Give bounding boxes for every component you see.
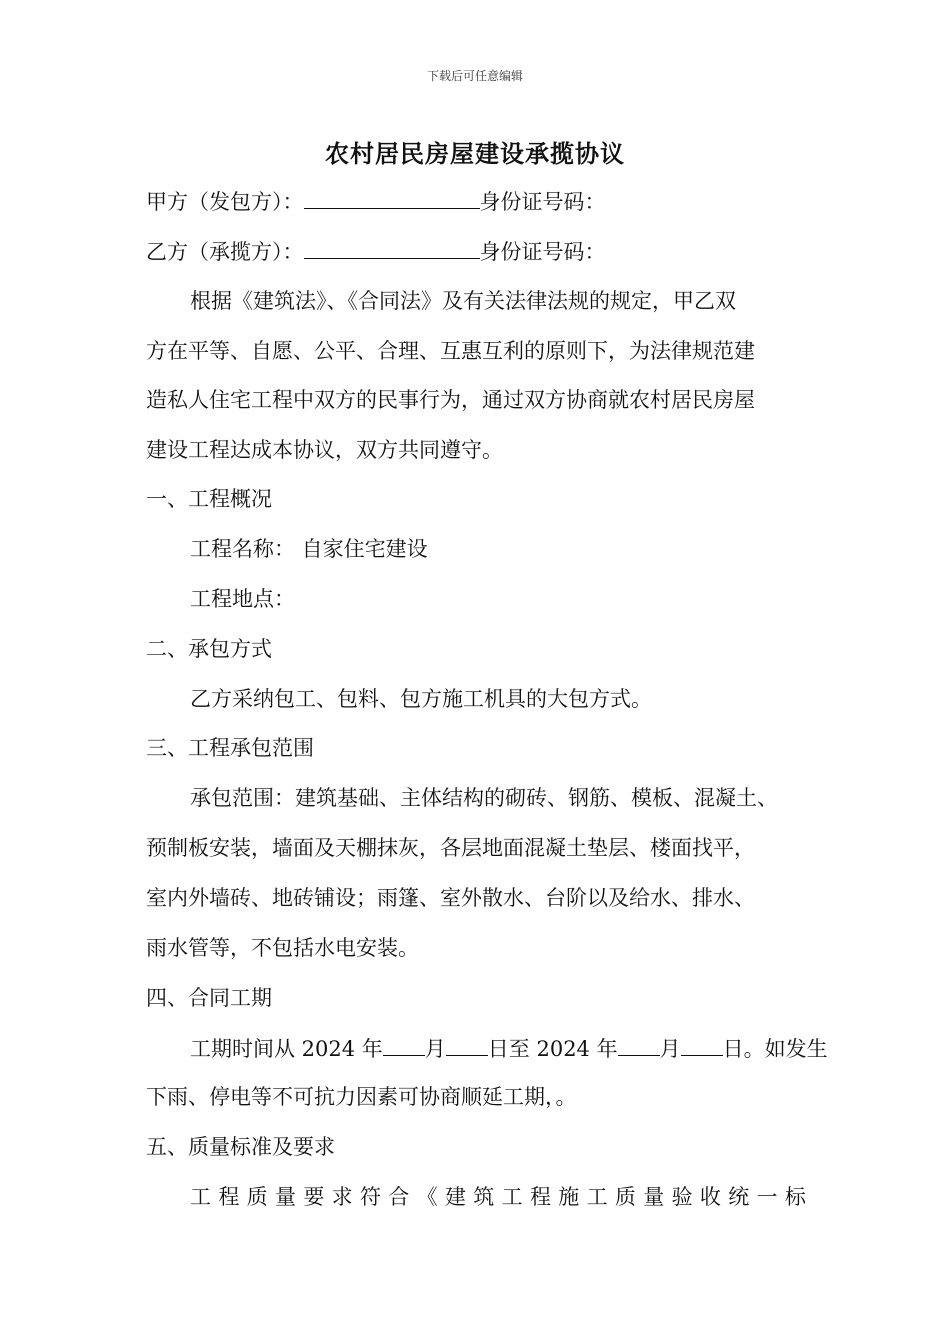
- schedule-line-2: 下雨、停电等不可抗力因素可协商顺延工期，。: [146, 1085, 577, 1109]
- quality-char: 标: [784, 1185, 806, 1209]
- schedule-end-year: 日至 2024 年: [487, 1037, 618, 1061]
- header-note: 下载后可任意编辑: [426, 69, 523, 83]
- schedule-line-1: [190, 1033, 828, 1064]
- project-name-line: 工程名称： 自家住宅建设: [190, 537, 428, 561]
- quality-char: 验: [671, 1185, 693, 1209]
- intro-line-2: 方在平等、自愿、公平、合理、互惠互利的原则下，为法律规范建: [146, 339, 755, 363]
- intro-line-3: 造私人住宅工程中双方的民事行为，通过双方协商就农村居民房屋: [146, 388, 755, 412]
- document-title: 农村居民房屋建设承揽协议: [325, 140, 625, 168]
- section-3-heading: 三、工程承包范围: [146, 736, 314, 760]
- party-a-id-label: 身份证号码：: [479, 190, 606, 214]
- section-4-heading: 四、合同工期: [146, 986, 272, 1010]
- party-b-name-blank[interactable]: [304, 236, 480, 259]
- quality-char: 量: [643, 1185, 665, 1209]
- intro-line-4: 建设工程达成本协议，双方共同遵守。: [146, 438, 503, 462]
- party-a-line: [146, 186, 606, 217]
- party-b-label: 乙方（承揽方）：: [146, 240, 304, 264]
- quality-char: 求: [331, 1185, 353, 1209]
- end-day-blank[interactable]: [681, 1033, 723, 1056]
- quality-char: 工: [190, 1185, 211, 1209]
- quality-char: 量: [274, 1185, 296, 1209]
- quality-char: 工: [501, 1185, 523, 1209]
- scope-line-1: 承包范围：建筑基础、主体结构的砌砖、钢筋、模板、混凝土、: [190, 786, 778, 810]
- quality-line-1: [190, 1182, 806, 1212]
- scope-line-4: 雨水管等，不包括水电安装。: [146, 936, 419, 960]
- quality-char: 施: [558, 1185, 580, 1209]
- start-month-blank[interactable]: [383, 1033, 425, 1056]
- quality-char: 一: [756, 1185, 778, 1209]
- quality-char: 收: [699, 1185, 721, 1209]
- quality-char: 合: [388, 1185, 410, 1209]
- quality-char: 程: [218, 1185, 240, 1209]
- party-a-label: 甲方（发包方）：: [146, 190, 304, 214]
- quality-char: 符: [359, 1185, 381, 1209]
- start-day-blank[interactable]: [446, 1033, 488, 1056]
- schedule-start-year: 工期时间从 2024 年: [190, 1037, 383, 1061]
- section-5-heading: 五、质量标准及要求: [146, 1135, 335, 1159]
- party-a-name-blank[interactable]: [304, 186, 480, 209]
- intro-line-1: 根据《建筑法》、《合同法》及有关法律法规的规定，甲乙双: [190, 289, 736, 313]
- quality-char: 程: [529, 1185, 551, 1209]
- scope-line-2: 预制板安装，墙面及天棚抹灰，各层地面混凝土垫层、楼面找平，: [146, 836, 755, 860]
- end-month-blank[interactable]: [618, 1033, 660, 1056]
- contract-method-text: 乙方采纳包工、包料、包方施工机具的大包方式。: [190, 687, 652, 711]
- start-month-label: 月: [424, 1037, 446, 1061]
- section-1-heading: 一、工程概况: [146, 487, 272, 511]
- quality-char: 统: [728, 1185, 750, 1209]
- party-b-id-label: 身份证号码：: [479, 240, 606, 264]
- quality-char: 要: [303, 1185, 325, 1209]
- quality-char: 《: [416, 1185, 438, 1209]
- end-month-label: 月: [659, 1037, 681, 1061]
- scope-line-3: 室内外墙砖、地砖铺设；雨篷、室外散水、台阶以及给水、排水、: [146, 886, 755, 910]
- quality-char: 工: [586, 1185, 608, 1209]
- quality-char: 质: [246, 1185, 268, 1209]
- project-location-line: 工程地点：: [190, 587, 295, 611]
- quality-char: 建: [444, 1185, 466, 1209]
- section-2-heading: 二、承包方式: [146, 637, 272, 661]
- quality-char: 质: [614, 1185, 636, 1209]
- quality-char: 筑: [473, 1185, 495, 1209]
- schedule-tail: 日。如发生: [722, 1037, 828, 1061]
- party-b-line: [146, 236, 606, 267]
